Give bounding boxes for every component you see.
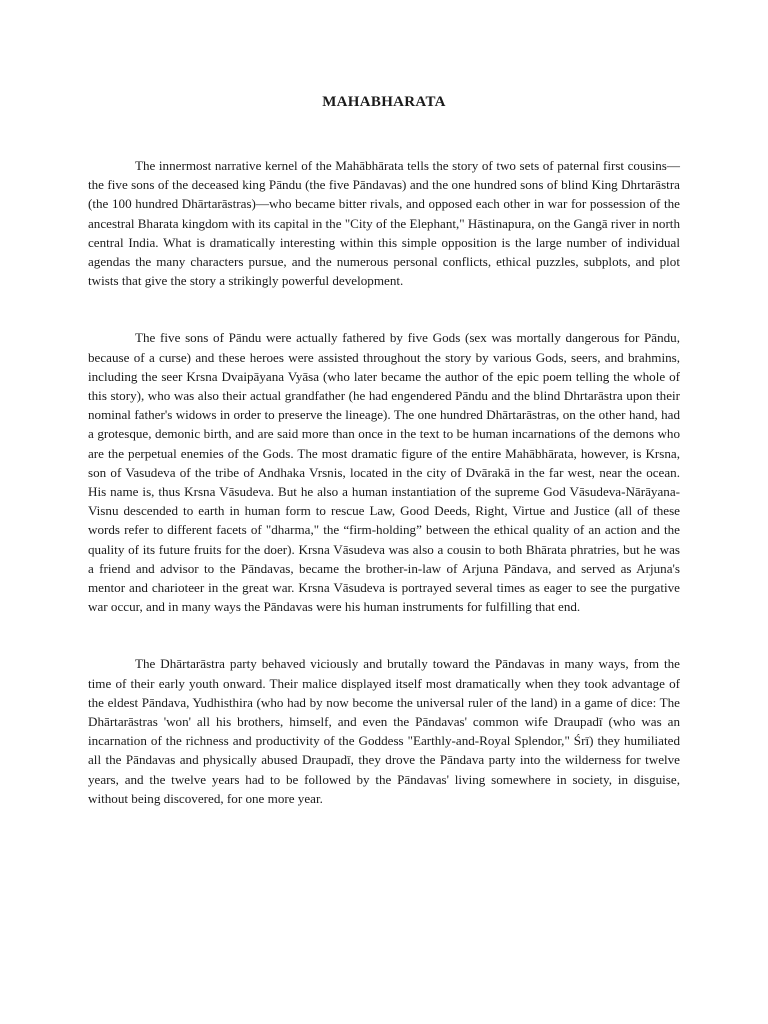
document-title: MAHABHARATA (322, 94, 446, 110)
paragraph-2: The five sons of Pāndu were actually fathered by five Gods (sex was mortally dangerous for Pāndu, because of a curse) and these heroes were assisted throughout the story by various Gods, seers, and brahmins, including the seer Krsna Dvaipāyana Vyāsa (who later became the author of the epic poem telling the whole of this story), who was also their actual grandfather (he had engendered Pāndu and the blind Dhrtarāstra upon their nominal father's widows in order to preserve the lineage). The one hundred Dhārtarāstras, on the other hand, had a grotesque, demonic birth, and are said more than once in the text to be human incarnations of the demons who are the perpetual enemies of the Gods. The most dramatic figure of the entire Mahābhārata, however, is Krsna, son of Vasudeva of the tribe of Andhaka Vrsnis, located in the city of Dvārakā in the far west, near the ocean. His name is, thus Krsna Vāsudeva. But he also a human instantiation of the supreme God Vāsudeva-Nārāyana-Visnu descended to earth in human form to rescue Law, Good Deeds, Right, Virtue and Justice (all of these words refer to different facets of "dharma," the “firm-holding” between the ethical quality of an action and the quality of its future fruits for the doer). Krsna Vāsudeva was also a cousin to both Bhārata phratries, but he was a friend and advisor to the Pāndavas, became the brother-in-law of Arjuna Pāndava, and served as Arjuna's mentor and charioteer in the great war. Krsna Vāsudeva is portrayed several times as eager to see the purgative war occur, and in many ways the Pāndavas were his human instruments for fulfilling that end. (88, 330, 680, 615)
paragraph-1: The innermost narrative kernel of the Mahābhārata tells the story of two sets of paternal first cousins—the five sons of the deceased king Pāndu (the five Pāndavas) and the one hundred sons of blind King Dhrtarāstra (the 100 hundred Dhārtarāstras)—who became bitter rivals, and opposed each other in war for possession of the ancestral Bharata kingdom with its capital in the "City of the Elephant," Hāstinapura, on the Gangā river in north central India. What is dramatically interesting within this simple opposition is the large number of individual agendas the many characters pursue, and the numerous personal conflicts, ethical puzzles, subplots, and plot twists that give the story a strikingly powerful development. (88, 158, 680, 289)
paragraph-3: The Dhārtarāstra party behaved viciously and brutally toward the Pāndavas in many ways, from the time of their early youth onward. Their malice displayed itself most dramatically when they took advantage of the eldest Pāndava, Yudhisthira (who had by now become the universal ruler of the land) in a game of dice: The Dhārtarāstras 'won' all his brothers, himself, and even the Pāndavas' common wife Draupadī (who was an incarnation of the richness and productivity of the Goddess "Earthly-and-Royal Splendor," Śrī) they humiliated all the Pāndavas and physically abused Draupadī, they drove the Pāndava party into the wilderness for twelve years, and the twelve years had to be followed by the Pāndavas' living somewhere in society, in disguise, without being discovered, for one more year. (88, 656, 680, 806)
